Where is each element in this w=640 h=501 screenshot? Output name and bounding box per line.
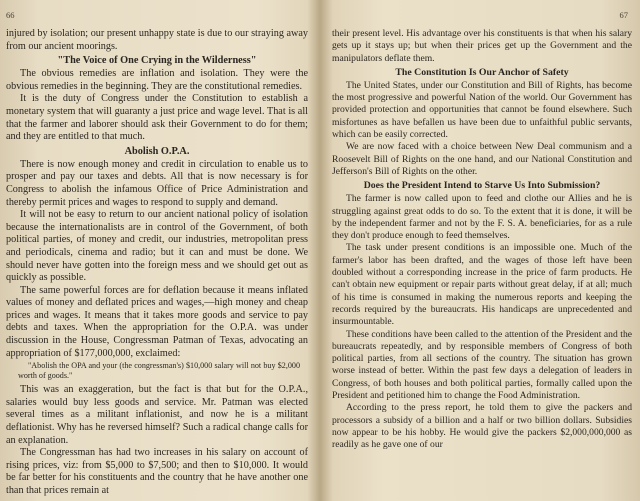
paragraph: their present level. His advantage over his constituents is that when his salary gets up it stays up; but when their prices get up the Government and the manipulators deflate them. [332, 28, 632, 64]
paragraph: These conditions have been called to the attention of the President and the bureaucrats repeatedly, and by responsible members of Congress of both political parties, from all sections of the country. The situation has grown worse instead of better. Within the past few days a delegation of leaders in Congress, of both houses and both political parties, formally called upon the President and petitioned him to change the Food Administration. [332, 328, 632, 402]
left-page [0, 0, 318, 501]
paragraph: It is the duty of Congress under the Constitution to establish a monetary system that will guaranty a just price and wage level. That is all that the farmer and laborer should ask their Government to do for them; and they are entitled to that much. [6, 93, 308, 143]
page-number-right: 67 [619, 10, 628, 20]
heading-constitution-anchor: The Constitution Is Our Anchor of Safety [395, 66, 569, 78]
paragraph: There is now enough money and credit in circulation to enable us to prosper and pay our taxes and debts. All that is now necessary is for Congress to abolish the infamous Office of Price Administration and thereby permit prices and wages to respond to supply and demand. [6, 158, 308, 208]
paragraph: This was an exaggeration, but the fact is that but for the O.P.A., salaries would buy less goods and service. Mr. Patman was elected several times as a militant inflationist, and now he is a militant deflationist. Why has he reversed himself? Such a radical change calls for an explanation. [6, 384, 308, 446]
heading-abolish-opa: Abolish O.P.A. [124, 145, 190, 157]
paragraph: It will not be easy to return to our ancient national policy of isolation because the internationalists are in control of the Government, of both political parties, of money and credit, our industries, metropolitan press and periodicals, cinema and radio; but it can and must be done. We should never have gotten into the foreign mess and we should get out as quickly as possible. [6, 209, 308, 284]
paragraph: The same powerful forces are for deflation because it means inflated values of money and deflated prices and wages,—high money and cheap prices and wages. It means that it takes more goods and service to pay debts and taxes. When the appropriation for the O.P.A. was under discussion in the House, Congressman Patman of Texas, advocating an appropriation of $177,000,000, exclaimed: [6, 284, 308, 359]
block-quote: "Abolish the OPA and your (the congressman's) $10,000 salary will not buy $2,000 worth of goods." [18, 361, 300, 381]
heading-voice-wilderness: "The Voice of One Crying in the Wilderness" [57, 55, 257, 67]
paragraph: We are now faced with a choice between New Deal communism and a Roosevelt Bill of Rights on the one hand, and our National Constitution and Jefferson's Bill of Rights on the other. [332, 141, 632, 177]
paragraph: The obvious remedies are inflation and isolation. They were the obvious remedies in the beginning. They are the constitutional remedies. [6, 68, 308, 92]
heading-starve-submission: Does the President Intend to Starve Us Into Submission? [363, 180, 601, 192]
paragraph: The farmer is now called upon to feed and clothe our Allies and he is struggling against great odds to do so. To the extent that it is done, it will be by the independent farmer and not by the F. S. A. beneficiaries, for as a rule they don't produce enough to feed themselves. [332, 193, 632, 242]
page-number-left: 66 [6, 10, 15, 20]
paragraph: According to the press report, he told them to give the packers and processors a subsidy of a billion and a half or two billion dollars. Subsidies now appear to be his hobby. He would give the packers $2,000,000,000 as readily as he gave one of our [332, 402, 632, 451]
right-page [322, 0, 640, 501]
paragraph: injured by isolation; our present unhappy state is due to our straying away from our ancient moorings. [6, 28, 308, 52]
paragraph: The task under present conditions is an impossible one. Much of the farmer's labor has been drafted, and the wages of those left have been doubled without a corresponding increase in the price of farm products. He can't obtain new equipment or repair parts without great delay, if at all; much of his time is consumed in making the numerous reports and keeping the records required by the bureaucrats. His handicaps are unprecedented and insurmountable. [332, 242, 632, 328]
paragraph: The United States, under our Constitution and Bill of Rights, has become the most progressive and powerful Nation of the world. Our Government has provided protection and opportunities that cannot be found elsewhere. Such misfortunes as have befallen us have been due to unfaithful public servants, which can be easily corrected. [332, 79, 632, 141]
paragraph: The Congressman has had two increases in his salary on account of rising prices, viz: from $5,000 to $7,500; and then to $10,000. It would be far better for his constituents and the country that he have another one than that prices remain at [6, 447, 308, 496]
